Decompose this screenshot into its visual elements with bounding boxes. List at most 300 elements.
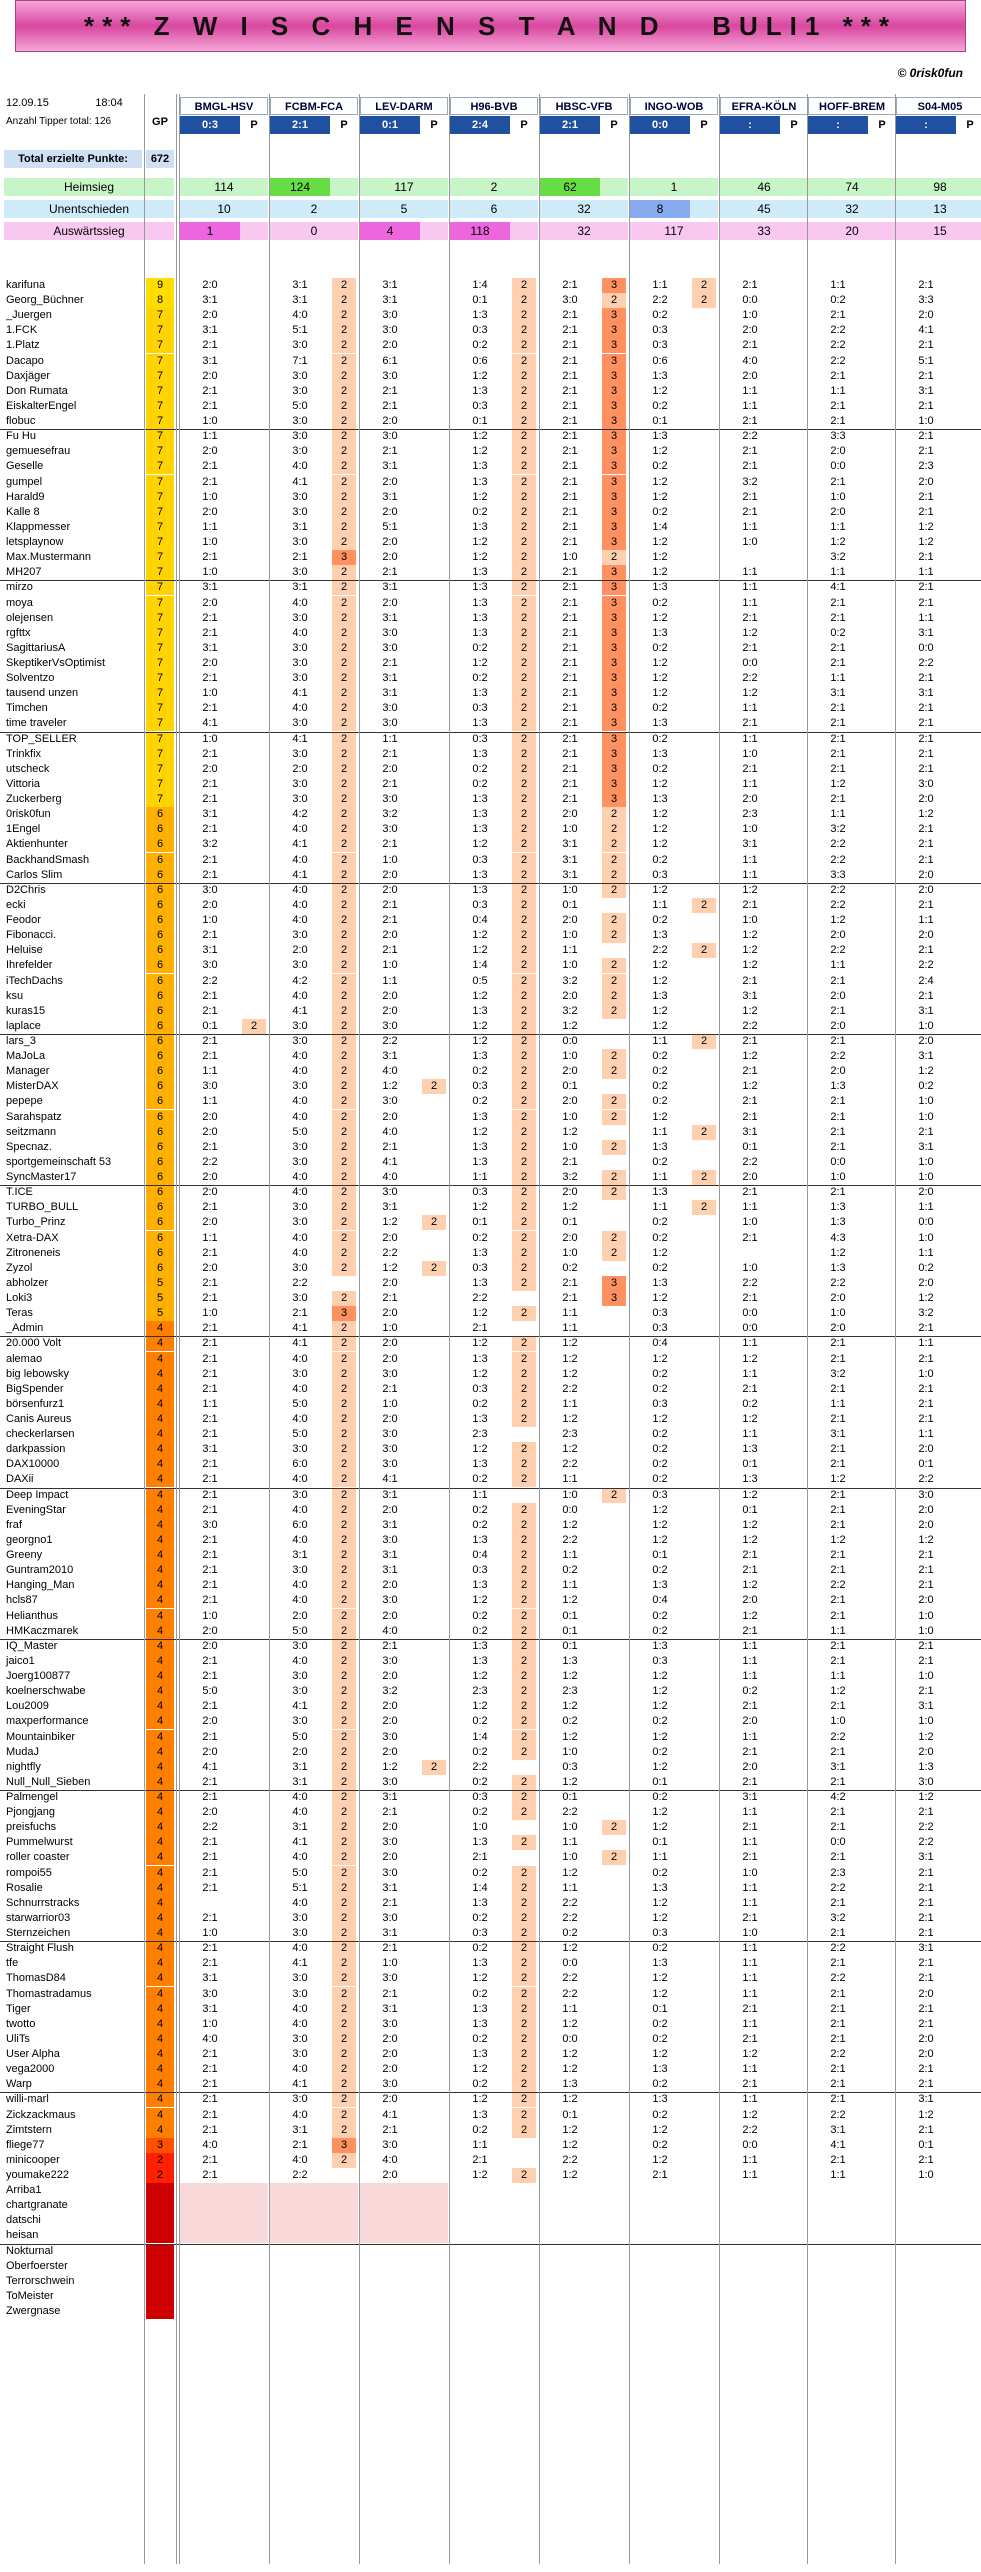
tip-cell: 2:0 (918, 1519, 934, 1531)
tip-cell: 2:1 (918, 2078, 934, 2090)
points-cell: 2 (602, 1170, 626, 1185)
tip-cell: 0:2 (652, 1458, 668, 1470)
tip-cell: 2:1 (918, 702, 934, 714)
points-cell: 2 (332, 1745, 356, 1760)
points-cell (692, 1745, 716, 1760)
points-cell: 2 (512, 1110, 536, 1125)
points-cell (692, 2108, 716, 2123)
tip-cell: 1:0 (742, 748, 758, 760)
points-cell: 2 (332, 1896, 356, 1911)
tip-cell: 2:1 (918, 581, 934, 593)
tip-cell: 1:1 (562, 1322, 578, 1334)
tip-cell: 2:1 (472, 1851, 488, 1863)
tip-cell: 1:1 (652, 279, 668, 291)
points-cell (782, 1079, 806, 1094)
tip-cell: 3:0 (292, 1670, 308, 1682)
tip-cell: 1:2 (918, 1534, 934, 1546)
points-cell: 2 (512, 1261, 536, 1276)
tip-cell: 5:1 (382, 521, 398, 533)
points-cell: 2 (602, 837, 626, 852)
tip-cell: 3:1 (382, 1882, 398, 1894)
points-cell (958, 338, 981, 353)
points-cell (422, 1609, 446, 1624)
tip-cell: 2:1 (382, 1640, 398, 1652)
tip-cell: 3:1 (382, 1564, 398, 1576)
empty-tip-cell (180, 2228, 268, 2243)
stat-unentschieden-value-6: 8 (630, 200, 690, 218)
game-header-8: HOFF-BREM (808, 97, 896, 115)
player-name: _Juergen (6, 309, 52, 321)
tip-cell: 1:2 (830, 536, 846, 548)
points-cell (692, 475, 716, 490)
player-name: MaJoLa (6, 1050, 46, 1062)
points-cell (242, 974, 266, 989)
points-cell (242, 1790, 266, 1805)
points-cell (782, 1321, 806, 1336)
player-name: Thomastradamus (6, 1988, 92, 2000)
tip-cell: 2:1 (202, 476, 218, 488)
points-cell: 2 (512, 2002, 536, 2017)
tip-cell: 3:0 (292, 1020, 308, 1032)
tip-cell: 2:2 (292, 2169, 308, 2181)
points-cell (782, 1064, 806, 1079)
tip-cell: 2:1 (562, 778, 578, 790)
points-cell (870, 1805, 894, 1820)
points-cell (958, 732, 981, 747)
tip-cell: 3:1 (830, 2124, 846, 2136)
tip-cell: 1:1 (830, 808, 846, 820)
tip-cell: 3:1 (382, 279, 398, 291)
player-name: sportgemeinschaft 53 (6, 1156, 112, 1168)
points-cell (422, 1412, 446, 1427)
points-cell (692, 1352, 716, 1367)
game-result-6: 0:0 (630, 116, 690, 134)
points-cell (602, 2123, 626, 2138)
points-cell (782, 505, 806, 520)
points-cell: 2 (512, 958, 536, 973)
tip-cell: 3:2 (382, 808, 398, 820)
points-cell (242, 1745, 266, 1760)
points-cell (870, 2077, 894, 2092)
points-cell: 2 (512, 1775, 536, 1790)
tip-cell: 2:1 (918, 400, 934, 412)
points-cell (422, 611, 446, 626)
tip-cell: 0:2 (652, 2139, 668, 2151)
player-gp: 4 (146, 1427, 174, 1442)
points-cell (870, 928, 894, 943)
points-cell (958, 2108, 981, 2123)
points-cell: 2 (512, 414, 536, 429)
tip-cell: 0:1 (742, 1141, 758, 1153)
points-cell (422, 520, 446, 535)
tip-cell: 1:4 (652, 521, 668, 533)
tip-cell: 1:2 (742, 1579, 758, 1591)
game-p-label-9: P (966, 119, 974, 131)
tip-cell: 2:1 (202, 1700, 218, 1712)
tip-cell: 1:1 (652, 1851, 668, 1863)
player-gp: 6 (146, 1034, 174, 1049)
player-gp: 7 (146, 535, 174, 550)
tip-cell: 3:0 (292, 1988, 308, 2000)
points-cell (870, 580, 894, 595)
tip-cell: 3:1 (292, 1549, 308, 1561)
tip-cell: 3:1 (918, 1005, 934, 1017)
points-cell (782, 2153, 806, 2168)
tip-cell: 0:2 (652, 460, 668, 472)
points-cell: 2 (332, 732, 356, 747)
tip-cell: 3:1 (562, 869, 578, 881)
tip-cell: 1:2 (472, 2063, 488, 2075)
tip-cell: 3:0 (292, 339, 308, 351)
points-cell (782, 550, 806, 565)
points-cell (782, 1110, 806, 1125)
player-gp: 7 (146, 369, 174, 384)
tip-cell: 4:0 (292, 1353, 308, 1365)
stat-unentschieden-value-7: 45 (720, 200, 808, 218)
player-name: Aktienhunter (6, 838, 68, 850)
tip-cell: 2:0 (562, 1232, 578, 1244)
tip-cell: 2:1 (202, 1912, 218, 1924)
player-name: Fibonacci. (6, 929, 57, 941)
tip-cell: 2:1 (918, 1882, 934, 1894)
player-gp: 4 (146, 1760, 174, 1775)
points-cell: 2 (512, 1246, 536, 1261)
tip-cell: 0:2 (472, 2078, 488, 2090)
tip-cell: 1:2 (562, 1126, 578, 1138)
tip-cell: 1:3 (472, 2109, 488, 2121)
points-cell: 2 (422, 1215, 446, 1230)
tip-cell: 1:2 (562, 2169, 578, 2181)
tip-cell: 3:0 (292, 1216, 308, 1228)
points-cell (958, 974, 981, 989)
points-cell (870, 369, 894, 384)
points-cell: 2 (512, 611, 536, 626)
points-cell (692, 1291, 716, 1306)
points-cell (242, 671, 266, 686)
tip-cell: 0:2 (472, 1715, 488, 1727)
points-cell (692, 1563, 716, 1578)
points-cell: 3 (602, 384, 626, 399)
stat-unentschieden-value-9: 13 (896, 200, 981, 218)
points-cell: 3 (602, 1276, 626, 1291)
empty-tip-cell (180, 2183, 268, 2198)
tip-cell: 1:1 (742, 566, 758, 578)
tip-cell: 2:1 (202, 1353, 218, 1365)
tip-cell: 1:2 (742, 2048, 758, 2060)
points-cell (692, 747, 716, 762)
points-cell (692, 1669, 716, 1684)
player-name: gumpel (6, 476, 43, 488)
tip-cell: 2:1 (202, 1141, 218, 1153)
tip-cell: 0:2 (472, 1867, 488, 1879)
points-cell (242, 1669, 266, 1684)
points-cell (870, 1790, 894, 1805)
points-cell (958, 837, 981, 852)
tip-cell: 1:3 (472, 627, 488, 639)
tip-cell: 1:1 (830, 521, 846, 533)
tip-cell: 2:0 (382, 929, 398, 941)
points-cell (602, 898, 626, 913)
points-cell (870, 1669, 894, 1684)
points-cell (870, 1049, 894, 1064)
tip-cell: 0:1 (562, 2109, 578, 2121)
game-p-label-6: P (700, 119, 708, 131)
tip-cell: 1:2 (652, 1247, 668, 1259)
tip-cell: 0:3 (472, 733, 488, 745)
points-cell (782, 822, 806, 837)
tip-cell: 0:2 (562, 1715, 578, 1727)
tip-cell: 2:1 (742, 1549, 758, 1561)
tip-cell: 1:2 (830, 1473, 846, 1485)
tip-cell: 2:1 (202, 2154, 218, 2166)
points-cell (870, 1835, 894, 1850)
points-cell: 2 (692, 278, 716, 293)
points-cell (692, 1367, 716, 1382)
points-cell (242, 1457, 266, 1472)
tip-cell: 4:2 (292, 975, 308, 987)
player-name: starwarrior03 (6, 1912, 71, 1924)
points-cell: 2 (332, 853, 356, 868)
player-gp: 4 (146, 1866, 174, 1881)
points-cell (242, 520, 266, 535)
tip-cell: 2:1 (202, 1731, 218, 1743)
points-cell: 3 (602, 490, 626, 505)
game-header-7: EFRA-KÖLN (720, 97, 808, 115)
tip-cell: 1:2 (562, 2018, 578, 2030)
points-cell (958, 550, 981, 565)
player-name: Oberfoerster (6, 2260, 68, 2272)
tip-cell: 3:2 (562, 1171, 578, 1183)
player-gp: 4 (146, 1654, 174, 1669)
row-separator (0, 2244, 981, 2245)
points-cell: 2 (512, 2047, 536, 2062)
tip-cell: 2:1 (202, 929, 218, 941)
points-cell (422, 807, 446, 822)
player-name: Manager (6, 1065, 50, 1077)
points-cell (602, 1079, 626, 1094)
points-cell (422, 1639, 446, 1654)
tip-cell: 2:0 (382, 1670, 398, 1682)
player-name: Timchen (6, 702, 48, 714)
tip-cell: 0:2 (652, 733, 668, 745)
tip-cell: 1:2 (652, 1534, 668, 1546)
points-cell: 2 (332, 384, 356, 399)
tip-cell: 0:2 (652, 1156, 668, 1168)
tip-cell: 1:0 (562, 1489, 578, 1501)
tip-cell: 3:0 (382, 793, 398, 805)
tip-cell: 3:3 (830, 869, 846, 881)
player-name: mirzo (6, 581, 33, 593)
tip-cell: 3:1 (382, 1549, 398, 1561)
stat-label-unentschieden: Unentschieden (4, 200, 174, 218)
points-cell (692, 429, 716, 444)
tip-cell: 5:0 (202, 1685, 218, 1697)
stat-label-heimsieg: Heimsieg (4, 178, 174, 196)
tip-cell: 1:1 (742, 521, 758, 533)
tip-cell: 1:2 (562, 1942, 578, 1954)
points-cell: 2 (602, 913, 626, 928)
player-gp: 4 (146, 2123, 174, 2138)
tip-cell: 2:0 (562, 808, 578, 820)
points-cell (242, 1518, 266, 1533)
empty-tip-cell (360, 2228, 448, 2243)
points-cell (422, 1593, 446, 1608)
points-cell (692, 807, 716, 822)
player-gp: 6 (146, 1049, 174, 1064)
tip-cell: 0:2 (652, 642, 668, 654)
tip-cell: 1:0 (918, 415, 934, 427)
points-cell (782, 1714, 806, 1729)
tip-cell: 3:1 (202, 808, 218, 820)
tip-cell: 1:2 (472, 536, 488, 548)
points-cell (870, 1140, 894, 1155)
points-cell (242, 308, 266, 323)
points-cell (602, 1261, 626, 1276)
tip-cell: 0:2 (742, 1685, 758, 1697)
points-cell (422, 671, 446, 686)
tip-cell: 1:2 (652, 657, 668, 669)
points-cell (782, 671, 806, 686)
tip-cell: 1:2 (652, 536, 668, 548)
points-cell: 2 (332, 2123, 356, 2138)
tip-cell: 2:0 (742, 370, 758, 382)
points-cell (958, 2017, 981, 2032)
tip-cell: 0:4 (472, 1549, 488, 1561)
tip-cell: 2:1 (918, 1353, 934, 1365)
tip-cell: 1:2 (652, 1761, 668, 1773)
tip-cell: 1:3 (472, 1836, 488, 1848)
tip-cell: 2:1 (562, 717, 578, 729)
tip-cell: 0:2 (652, 1610, 668, 1622)
player-name: TURBO_BULL (6, 1201, 79, 1213)
player-name: Palmengel (6, 1791, 58, 1803)
points-cell: 2 (332, 535, 356, 550)
player-name: Solventzo (6, 672, 55, 684)
points-cell (782, 686, 806, 701)
points-cell (242, 2153, 266, 2168)
tip-cell: 1:1 (918, 1337, 934, 1349)
tip-cell: 1:3 (652, 1640, 668, 1652)
player-gp: 4 (146, 1593, 174, 1608)
tip-cell: 3:1 (202, 1443, 218, 1455)
player-name: Guntram2010 (6, 1564, 74, 1576)
tip-cell: 0:2 (472, 1746, 488, 1758)
tip-cell: 3:2 (742, 476, 758, 488)
points-cell: 2 (512, 565, 536, 580)
tip-cell: 1:4 (472, 1882, 488, 1894)
player-gp: 4 (146, 2032, 174, 2047)
player-gp: 4 (146, 1563, 174, 1578)
game-header-3: LEV-DARM (360, 97, 448, 115)
points-cell (692, 1971, 716, 1986)
tip-cell: 2:1 (742, 1625, 758, 1637)
points-cell (870, 1291, 894, 1306)
points-cell (692, 2062, 716, 2077)
points-cell: 2 (512, 822, 536, 837)
tip-cell: 2:1 (202, 1534, 218, 1546)
tip-cell: 2:1 (292, 2139, 308, 2151)
points-cell: 2 (512, 2168, 536, 2183)
tip-cell: 1:2 (562, 1700, 578, 1712)
tip-cell: 1:3 (830, 1201, 846, 1213)
tip-cell: 2:1 (382, 657, 398, 669)
points-cell (958, 1820, 981, 1835)
player-name: Null_Null_Sieben (6, 1776, 91, 1788)
tip-cell: 1:2 (472, 1307, 488, 1319)
player-gp: 4 (146, 1533, 174, 1548)
points-cell (958, 716, 981, 731)
points-cell (422, 1518, 446, 1533)
tip-cell: 2:1 (742, 1035, 758, 1047)
tip-cell: 1:0 (830, 491, 846, 503)
tip-cell: 2:1 (382, 914, 398, 926)
tip-cell: 2:0 (382, 1307, 398, 1319)
tip-cell: 2:1 (202, 1292, 218, 1304)
points-cell (602, 1352, 626, 1367)
points-cell: 2 (602, 807, 626, 822)
points-cell (958, 792, 981, 807)
points-cell: 2 (332, 611, 356, 626)
tip-cell (720, 1246, 780, 1261)
points-cell (958, 1200, 981, 1215)
player-gp: 6 (146, 974, 174, 989)
points-cell: 3 (602, 596, 626, 611)
points-cell (602, 1019, 626, 1034)
tip-cell: 2:1 (562, 460, 578, 472)
points-cell: 2 (512, 1533, 536, 1548)
tip-cell: 0:1 (562, 1080, 578, 1092)
tip-cell: 0:2 (652, 309, 668, 321)
points-cell (422, 1654, 446, 1669)
points-cell (242, 686, 266, 701)
player-gp: 7 (146, 671, 174, 686)
tip-cell: 0:1 (472, 294, 488, 306)
points-cell (958, 429, 981, 444)
tip-cell: 1:1 (830, 279, 846, 291)
points-cell (782, 807, 806, 822)
tip-cell: 2:1 (562, 400, 578, 412)
points-cell: 2 (332, 1321, 356, 1336)
tip-cell: 2:0 (742, 1594, 758, 1606)
points-cell (782, 1503, 806, 1518)
tip-cell: 4:1 (382, 1156, 398, 1168)
points-cell: 2 (332, 641, 356, 656)
player-name: twotto (6, 2018, 36, 2030)
tip-cell: 2:1 (562, 521, 578, 533)
player-name: _Admin (6, 1322, 44, 1334)
player-gp: 6 (146, 1246, 174, 1261)
points-cell: 2 (512, 928, 536, 943)
tip-cell: 2:1 (918, 1549, 934, 1561)
tip-cell: 1:2 (472, 657, 488, 669)
points-cell (242, 1079, 266, 1094)
tip-cell: 4:0 (292, 823, 308, 835)
points-cell (242, 1730, 266, 1745)
points-cell: 2 (332, 1336, 356, 1351)
points-cell (602, 1321, 626, 1336)
tip-cell: 1:3 (652, 793, 668, 805)
tip-cell: 2:1 (202, 1942, 218, 1954)
player-name: D2Chris (6, 884, 46, 896)
points-cell (422, 1548, 446, 1563)
points-cell: 2 (332, 1412, 356, 1427)
tip-cell: 2:1 (918, 491, 934, 503)
points-cell (692, 308, 716, 323)
tip-cell: 0:0 (562, 1035, 578, 1047)
tip-cell: 2:1 (562, 491, 578, 503)
points-cell: 2 (512, 505, 536, 520)
points-cell (782, 308, 806, 323)
